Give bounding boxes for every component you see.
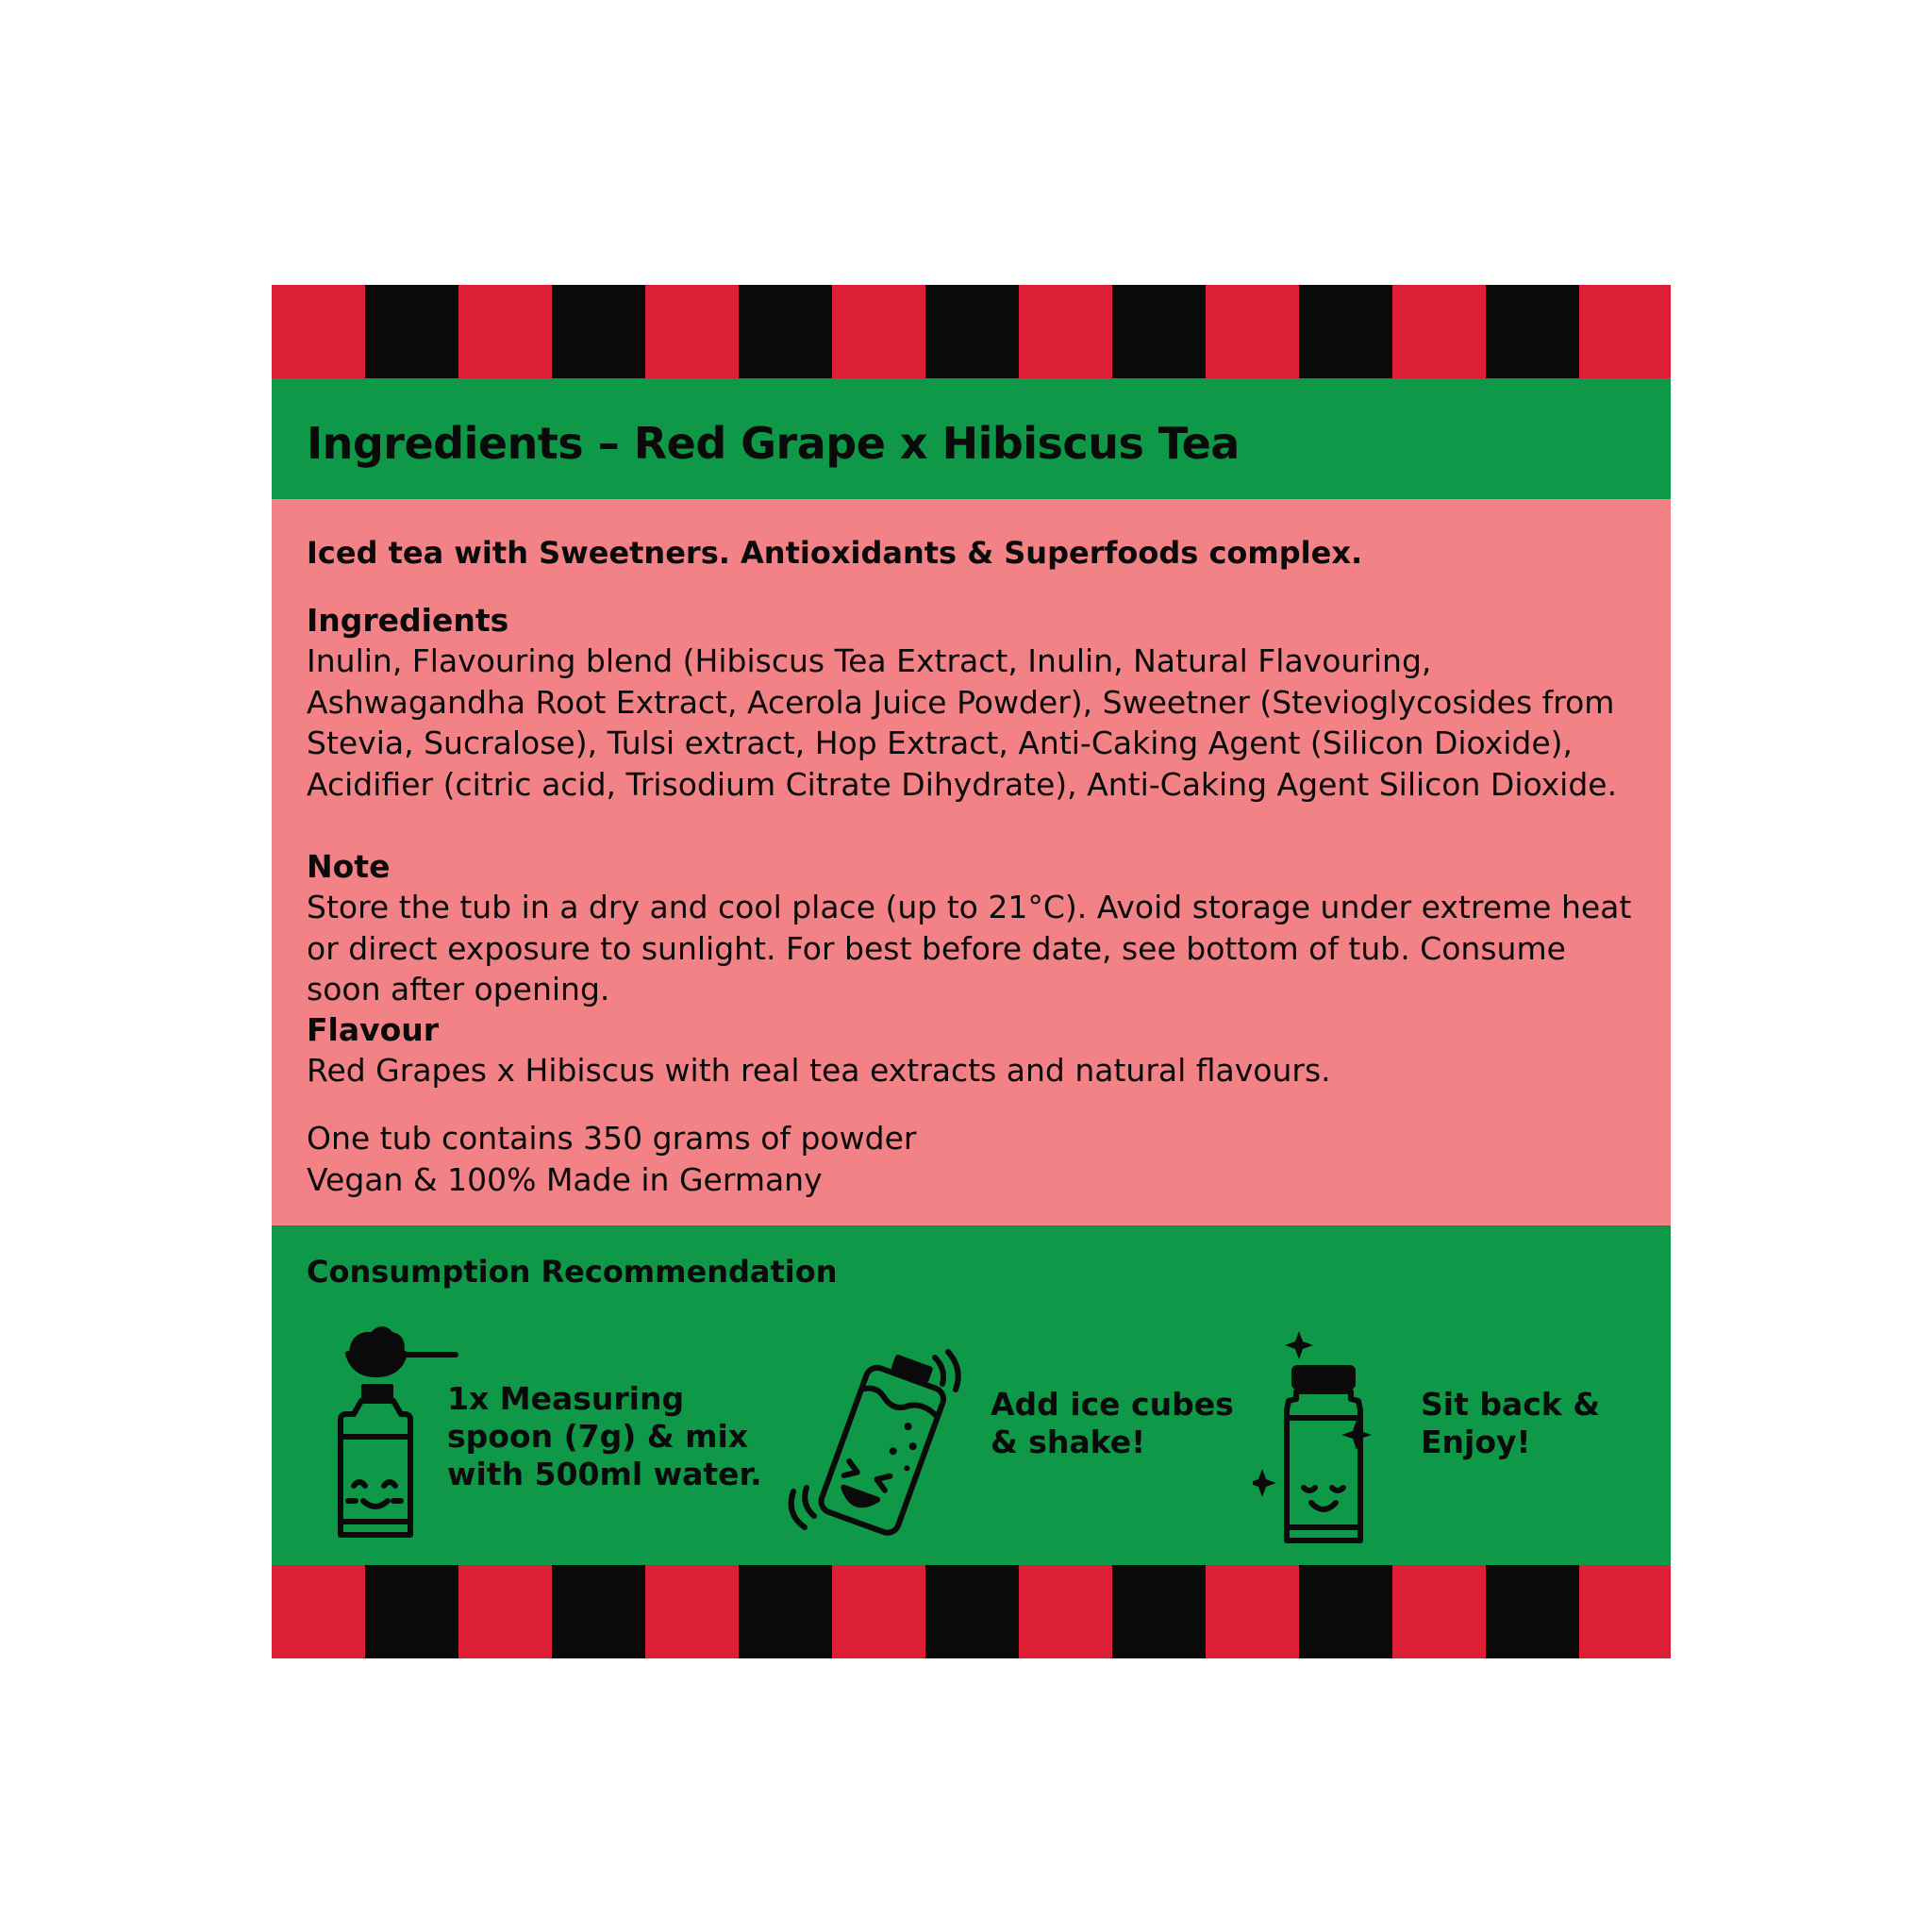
- product-facts: [307, 1118, 1646, 1200]
- ingredients-panel: [272, 499, 1671, 1225]
- stripe-segment-red: [458, 285, 552, 378]
- stripe-segment-black: [1486, 285, 1579, 378]
- stripe-segment-black: [1299, 1565, 1392, 1658]
- sparkling-bottle-icon: [1253, 1331, 1394, 1546]
- step-3-text: Sit back & Enjoy!: [1421, 1386, 1601, 1460]
- consumption-panel: [272, 1225, 1671, 1565]
- stripe-segment-red: [645, 1565, 739, 1658]
- product-info-card: [272, 285, 1671, 1658]
- stripe-segment-red: [1019, 285, 1112, 378]
- stripe-segment-black: [925, 285, 1019, 378]
- stripe-segment-red: [272, 285, 365, 378]
- stripe-segment-black: [1112, 1565, 1206, 1658]
- header-band: [272, 378, 1671, 499]
- stripe-segment-black: [1299, 285, 1392, 378]
- bottom-stripe-border: [272, 1565, 1671, 1658]
- flavour-text: Red Grapes x Hibiscus with real tea extracts and natural flavours.: [307, 1052, 1331, 1089]
- step-2-text: Add ice cubes & shake!: [991, 1386, 1234, 1460]
- stripe-segment-red: [832, 1565, 925, 1658]
- stripe-segment-black: [552, 1565, 645, 1658]
- stripe-segment-red: [1392, 1565, 1486, 1658]
- top-stripe-border: [272, 285, 1671, 378]
- note-text: Store the tub in a dry and cool place (up to 21°C). Avoid storage under extreme heat or direct exposure to sunlight. For best before date, see bottom of tub. Consume soon after opening.: [307, 889, 1632, 1008]
- stripe-segment-black: [925, 1565, 1019, 1658]
- stripe-segment-red: [272, 1565, 365, 1658]
- page-title: Ingredients – Red Grape x Hibiscus Tea: [307, 418, 1240, 469]
- stripe-segment-red: [1206, 1565, 1299, 1658]
- stripe-segment-red: [1019, 1565, 1112, 1658]
- stripe-segment-black: [365, 285, 458, 378]
- origin-line: Vegan & 100% Made in Germany: [307, 1160, 823, 1198]
- flavour-section: [307, 1009, 1646, 1091]
- contents-line: One tub contains 350 grams of powder: [307, 1120, 917, 1157]
- stripe-segment-red: [1579, 1565, 1671, 1658]
- flavour-heading: Flavour: [307, 1011, 440, 1048]
- note-section: [307, 846, 1646, 1010]
- stripe-segment-black: [739, 1565, 832, 1658]
- note-heading: Note: [307, 848, 391, 885]
- shaking-bottle-icon: [776, 1348, 974, 1537]
- stripe-segment-black: [1486, 1565, 1579, 1658]
- step-1-text: 1x Measuring spoon (7g) & mix with 500ml water.: [447, 1380, 762, 1492]
- ingredients-heading: Ingredients: [307, 602, 509, 639]
- stripe-segment-red: [832, 285, 925, 378]
- consumption-title: Consumption Recommendation: [307, 1254, 838, 1290]
- stripe-segment-black: [739, 285, 832, 378]
- stripe-segment-red: [1579, 285, 1671, 378]
- stripe-segment-red: [1206, 285, 1299, 378]
- stripe-segment-black: [1112, 285, 1206, 378]
- stripe-segment-red: [645, 285, 739, 378]
- stripe-segment-black: [365, 1565, 458, 1658]
- ingredients-text: Inulin, Flavouring blend (Hibiscus Tea Extract, Inulin, Natural Flavouring, Ashwagandha Root Extract, Acerola Juice Powder), Sweetner (Stevioglycosides from Stevia, Sucralose), Tulsi extract, Hop Extract, Anti-Caking Agent (Silicon Dioxide), Acidifier (citric acid, Trisodium Citrate Dihydrate), Anti-Caking Agent Silicon Dioxide.: [307, 642, 1618, 803]
- stripe-segment-red: [1392, 285, 1486, 378]
- ingredients-section: [307, 600, 1646, 805]
- product-tagline: Iced tea with Sweetners. Antioxidants & Superfoods complex.: [307, 535, 1363, 571]
- stripe-segment-red: [458, 1565, 552, 1658]
- stripe-segment-black: [552, 285, 645, 378]
